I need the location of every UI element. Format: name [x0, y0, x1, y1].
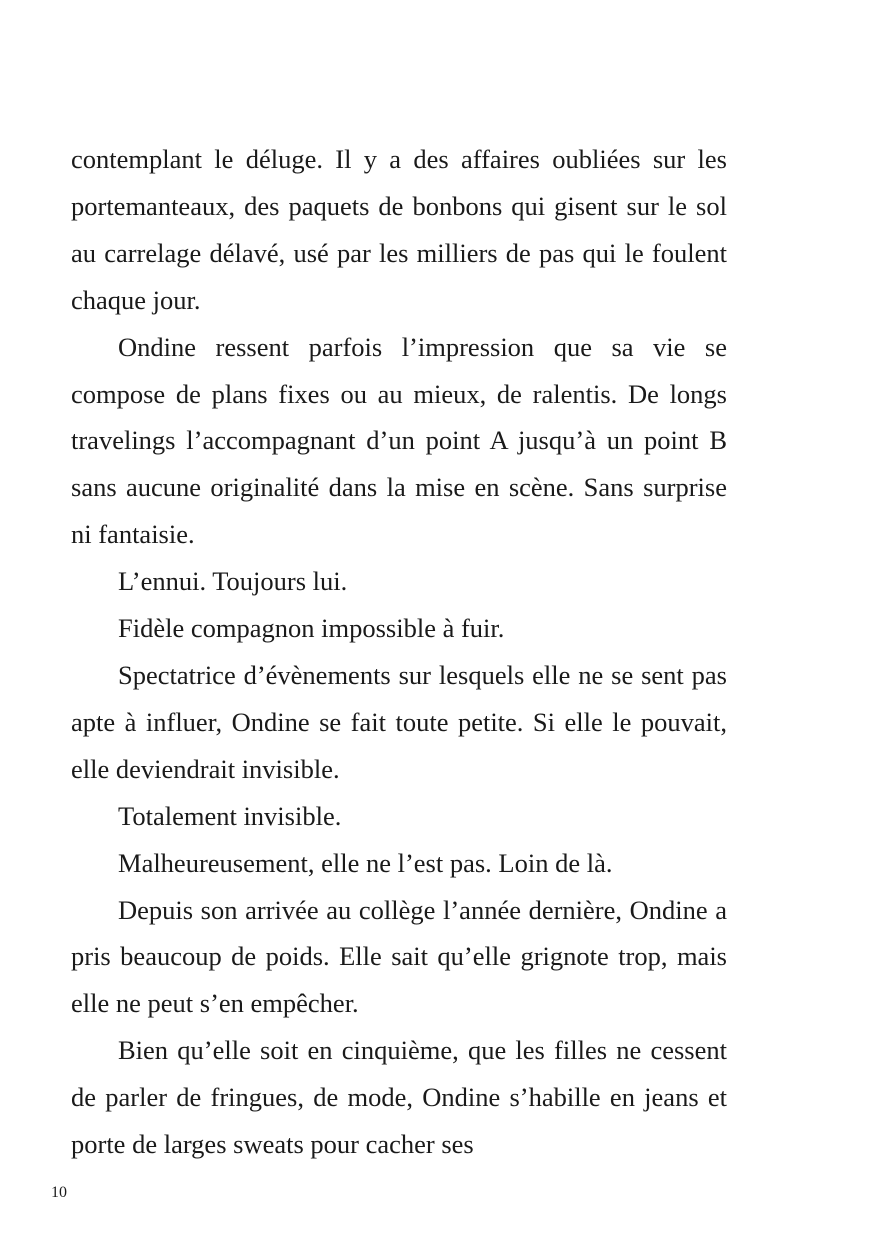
paragraph: Ondine ressent parfois l’impression que sa vie se compose de plans fixes ou au mieux, de ralentis. De longs travelings l’accompagnant d’un point A jusqu’à un point B sans aucune originalité dans la mise en scène. Sans surprise ni fantaisie.	[71, 331, 727, 550]
body-text	[71, 136, 727, 1168]
paragraph: Bien qu’elle soit en cinquième, que les filles ne cessent de parler de fringues, de mode, Ondine s’habille en jeans et porte de larges sweats pour cacher ses	[71, 1035, 727, 1160]
paragraph-continuation: contemplant le déluge. Il y a des affaires oubliées sur les portemanteaux, des paquets de bonbons qui gisent sur le sol au carrelage délavé, usé par les milliers de pas qui le foulent chaque jour.	[71, 144, 727, 315]
paragraph: Depuis son arrivée au collège l’année dernière, Ondine a pris beaucoup de poids. Elle sait qu’elle grignote trop, mais elle ne peut s’en empêcher.	[71, 894, 727, 1019]
paragraph: Totalement invisible.	[118, 800, 342, 831]
paragraph: L’ennui. Toujours lui.	[118, 566, 348, 597]
paragraph: Fidèle compagnon impossible à fuir.	[118, 613, 505, 644]
paragraph: Malheureusement, elle ne l’est pas. Loin de là.	[118, 847, 613, 878]
page-number: 10	[51, 1184, 67, 1201]
paragraph: Spectatrice d’évènements sur lesquels elle ne se sent pas apte à influer, Ondine se fait toute petite. Si elle le pouvait, elle deviendrait invisible.	[71, 659, 727, 784]
